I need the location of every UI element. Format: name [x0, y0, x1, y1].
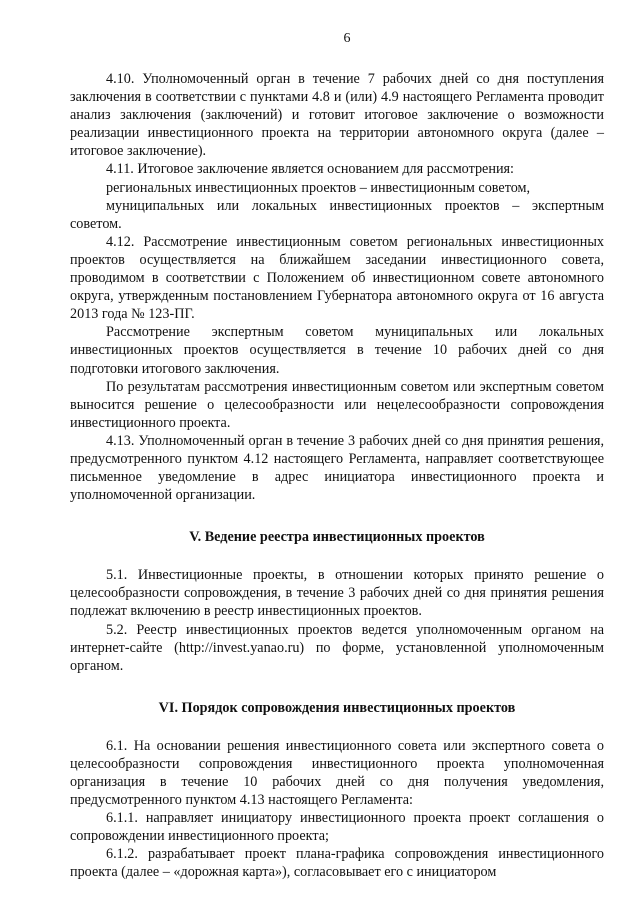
paragraph-5-2: 5.2. Реестр инвестиционных проектов ведется уполномоченным органом на интернет-сайте (http://invest.yanao.ru) по форме, установленной уполномоченным органом. [70, 621, 604, 674]
paragraph-6-1-1: 6.1.1. направляет инициатору инвестиционного проекта проект соглашения о сопровождении инвестиционного проекта; [70, 810, 604, 845]
section-5-heading: V. Ведение реестра инвестиционных проектов [189, 529, 485, 546]
paragraph-4-13: 4.13. Уполномоченный орган в течение 3 рабочих дней со дня принятия решения, предусмотренного пунктом 4.12 настоящего Регламента, направляет соответствующее письменное уведомление в адрес инициатора инвестиционного проекта и уполномоченной организации. [70, 432, 604, 504]
paragraph-4-11: 4.11. Итоговое заключение является основанием для рассмотрения: [106, 161, 515, 178]
paragraph-4-12-expert: Рассмотрение экспертным советом муниципальных или локальных инвестиционных проектов осуществляется в течение 10 рабочих дней со дня подготовки итогового заключения. [70, 324, 604, 377]
paragraph-5-1: 5.1. Инвестиционные проекты, в отношении которых принято решение о целесообразности сопровождения, в течение 3 рабочих дней со дня принятия решения подлежат включению в реестр инвестиционных проектов. [70, 567, 604, 620]
paragraph-4-11-municipal: муниципальных или локальных инвестиционных проектов – экспертным советом. [70, 197, 604, 232]
page-number: 6 [343, 31, 351, 46]
paragraph-4-10: 4.10. Уполномоченный орган в течение 7 рабочих дней со дня поступления заключения в соответствии с пунктами 4.8 и (или) 4.9 настоящего Регламента проводит анализ заключения (заключений) и готовит итоговое заключение о возможности реализации инвестиционного проекта на территории автономного округа (далее – итоговое заключение). [70, 71, 604, 160]
paragraph-4-11-regional: региональных инвестиционных проектов – инвестиционным советом, [106, 179, 531, 196]
paragraph-4-12: 4.12. Рассмотрение инвестиционным советом региональных инвестиционных проектов осуществляется на ближайшем заседании инвестиционного совета, проводимом в соответствии с Положением об инвестиционном совете автономного округа, утвержденным постановлением Губернатора автономного округа от 16 августа 2013 года № 123-ПГ. [70, 233, 604, 323]
paragraph-6-1: 6.1. На основании решения инвестиционного совета или экспертного совета о целесообразности сопровождения инвестиционного проекта уполномоченная организация в течение 10 рабочих дней со дня получения уведомления, предусмотренного пунктом 4.13 настоящего Регламента: [70, 737, 604, 809]
paragraph-6-1-2: 6.1.2. разрабатывает проект плана-графика сопровождения инвестиционного проекта (далее – «дорожная карта»), согласовывает его с инициатором [70, 846, 604, 881]
section-6-heading: VI. Порядок сопровождения инвестиционных проектов [158, 699, 516, 716]
paragraph-4-12-result: По результатам рассмотрения инвестиционным советом или экспертным советом выносится решение о целесообразности или нецелесообразности сопровождения инвестиционного проекта. [70, 378, 604, 431]
